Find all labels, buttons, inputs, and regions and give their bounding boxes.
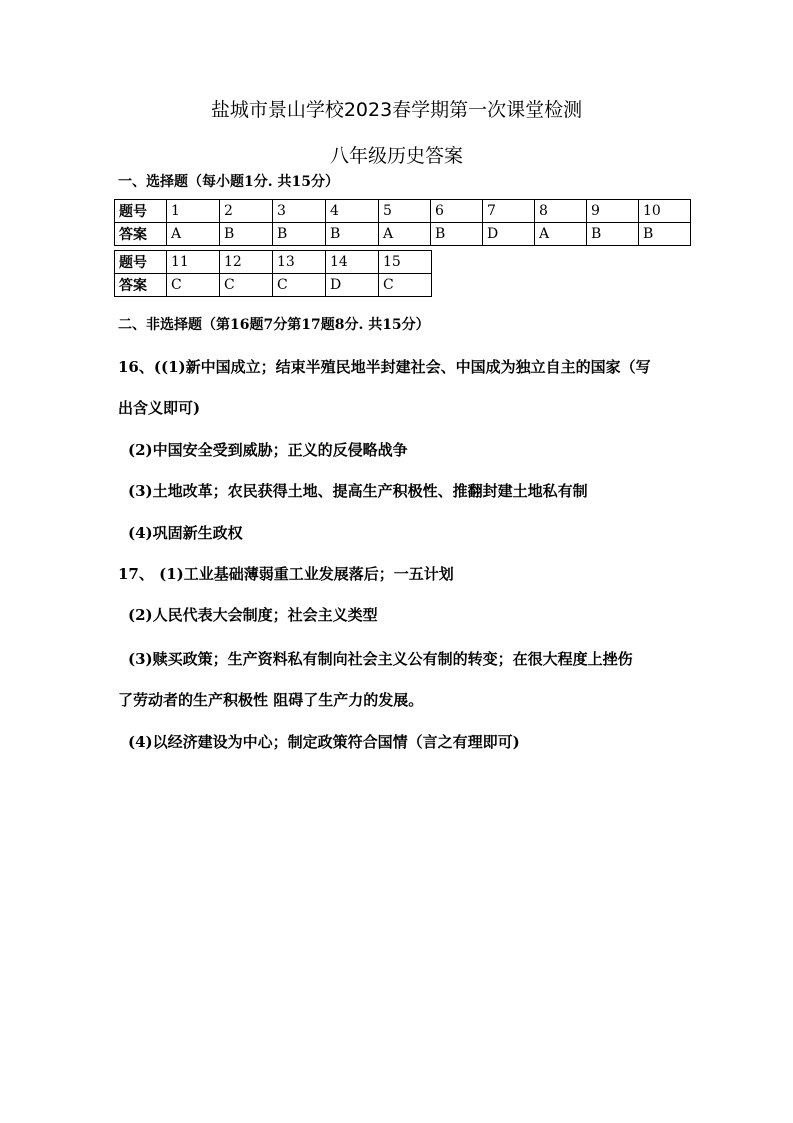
q17-answer-line: (3)赎买政策；生产资料私有制向社会主义公有制的转变；在很大程度上挫伤 — [128, 650, 633, 668]
table-row-answers — [115, 274, 432, 297]
question-number-cell: 4 — [326, 200, 379, 223]
question-number-cell: 13 — [273, 251, 326, 274]
question-number-cell: 10 — [639, 200, 691, 223]
question-number-cell: 9 — [587, 200, 639, 223]
row-label: 答案 — [115, 274, 167, 297]
question-number-cell: 2 — [220, 200, 273, 223]
question-number-cell: 3 — [273, 200, 326, 223]
row-label: 题号 — [115, 251, 167, 274]
table-row-question-numbers — [115, 200, 691, 223]
question-number-cell: 12 — [220, 251, 273, 274]
q16-answer-line: (2)中国安全受到威胁；正义的反侵略战争 — [128, 441, 408, 459]
answer-cell: B — [431, 223, 483, 246]
q16-answer-line: 出含义即可) — [118, 399, 201, 417]
q17-answer-line: (2)人民代表大会制度；社会主义类型 — [128, 606, 378, 624]
section-heading-non-choice: 二、非选择题（第16题7分第17题8分. 共15分） — [118, 317, 430, 333]
question-number-cell: 1 — [167, 200, 220, 223]
answer-cell: B — [273, 223, 326, 246]
question-number-cell: 15 — [379, 251, 432, 274]
q17-answer-line: 17、 (1)工业基础薄弱重工业发展落后；一五计划 — [118, 565, 454, 583]
question-number-cell: 11 — [167, 251, 220, 274]
question-number-cell: 5 — [379, 200, 431, 223]
answer-cell: A — [379, 223, 431, 246]
section-heading-multiple-choice: 一、选择题（每小题1分. 共15分） — [118, 174, 339, 190]
answer-cell: C — [220, 274, 273, 297]
answer-cell: C — [273, 274, 326, 297]
q16-answer-line: 16、((1)新中国成立；结束半殖民地半封建社会、中国成为独立自主的国家（写 — [118, 358, 651, 376]
answer-table-11-15 — [114, 250, 432, 297]
row-label: 答案 — [115, 223, 167, 246]
answer-table-1-10 — [114, 199, 691, 246]
question-number-cell: 8 — [535, 200, 587, 223]
q16-answer-line: (4)巩固新生政权 — [128, 524, 243, 542]
answer-cell: C — [167, 274, 220, 297]
q17-answer-line: 了劳动者的生产积极性 阻碍了生产力的发展。 — [118, 691, 424, 709]
page-subtitle: 八年级历史答案 — [329, 145, 463, 167]
answer-cell: B — [220, 223, 273, 246]
table-row-question-numbers — [115, 251, 432, 274]
answer-cell: D — [326, 274, 379, 297]
table-row-answers — [115, 223, 691, 246]
question-number-cell: 7 — [483, 200, 535, 223]
question-number-cell: 14 — [326, 251, 379, 274]
q16-answer-line: (3)土地改革；农民获得土地、提高生产积极性、推翻封建土地私有制 — [128, 482, 588, 500]
answer-cell: C — [379, 274, 432, 297]
answer-cell: B — [587, 223, 639, 246]
answer-cell: B — [326, 223, 379, 246]
answer-cell: A — [167, 223, 220, 246]
answer-cell: A — [535, 223, 587, 246]
answer-cell: B — [639, 223, 691, 246]
row-label: 题号 — [115, 200, 167, 223]
q17-answer-line: (4)以经济建设为中心；制定政策符合国情（言之有理即可) — [128, 733, 520, 751]
question-number-cell: 6 — [431, 200, 483, 223]
answer-cell: D — [483, 223, 535, 246]
page-title: 盐城市景山学校2023春学期第一次课堂检测 — [210, 99, 583, 121]
